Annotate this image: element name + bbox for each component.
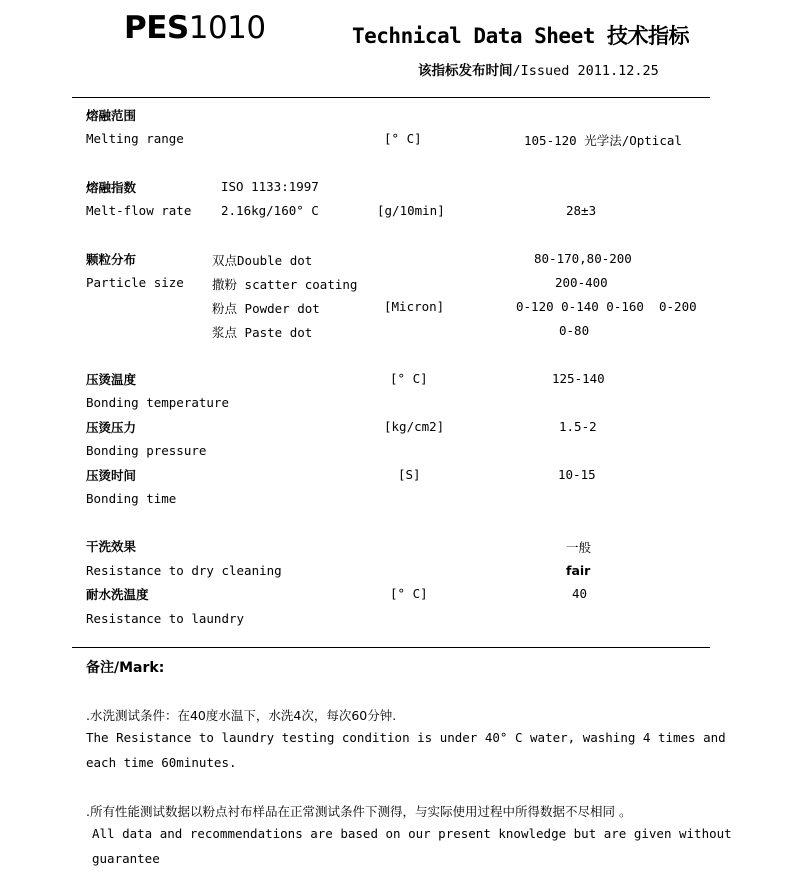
- particle-item-value: 200-400: [555, 275, 608, 290]
- remark-1-en-line2: each time 60minutes.: [86, 755, 237, 770]
- bond-pressure-value: 1.5-2: [559, 419, 597, 434]
- laundry-label-cn: 耐水洗温度: [86, 587, 149, 602]
- remarks-title: 备注/Mark:: [86, 660, 165, 676]
- bond-temp-unit: [° C]: [390, 371, 428, 386]
- bond-pressure-label-en: Bonding pressure: [86, 443, 207, 458]
- particle-item-cn: 粉点: [212, 301, 238, 316]
- melting-value: 105-120 光学法/Optical: [524, 133, 682, 148]
- bond-temp-value: 125-140: [552, 371, 605, 386]
- particle-label-cn: 颗粒分布: [86, 252, 137, 267]
- bond-time-label-cn: 压烫时间: [86, 468, 137, 483]
- particle-item-value: 0-80: [559, 323, 590, 338]
- laundry-label-en: Resistance to laundry: [86, 611, 245, 626]
- issued-en: /Issued 2011.12.25: [512, 63, 659, 79]
- melting-label-cn: 熔融范围: [86, 108, 137, 123]
- particle-unit: [Micron]: [384, 299, 445, 314]
- laundry-unit: [° C]: [390, 586, 428, 601]
- bottom-rule: [72, 647, 710, 648]
- meltflow-label-cn: 熔融指数: [86, 180, 137, 195]
- remark-1-cn: .水洗测试条件：在40度水温下，水洗4次，每次60分钟.: [86, 708, 397, 723]
- sheet-title: [352, 20, 689, 50]
- laundry-value: 40: [572, 586, 588, 601]
- particle-item-en: Powder dot: [244, 301, 320, 316]
- particle-item: [212, 251, 312, 269]
- meltflow-condition: 2.16kg/160° C: [221, 203, 319, 218]
- particle-item-value: 80-170,80-200: [534, 251, 632, 266]
- melting-unit: [° C]: [384, 131, 422, 146]
- particle-item-cn: 撒粉: [212, 277, 238, 292]
- meltflow-method: ISO 1133:1997: [221, 179, 319, 194]
- particle-item: [212, 299, 320, 317]
- product-name-bold: PES: [124, 10, 189, 46]
- remark-2-cn: .所有性能测试数据以粉点衬布样品在正常测试条件下测得，与实际使用过程中所得数据不尽相同 。: [86, 804, 632, 819]
- dry-clean-label-cn: 干洗效果: [86, 539, 137, 554]
- particle-item: [212, 275, 357, 293]
- sheet-title-en: Technical Data Sheet: [352, 24, 595, 48]
- melting-label-en: Melting range: [86, 131, 184, 146]
- meltflow-value: 28±3: [566, 203, 597, 218]
- particle-item-cn: 浆点: [212, 325, 238, 340]
- product-name: [124, 10, 266, 46]
- remark-2-en-line2: guarantee: [92, 851, 160, 866]
- sheet-title-cn: 技术指标: [607, 24, 690, 48]
- particle-item-cn: 双点: [212, 253, 238, 268]
- issued-cn: 该指标发布时间: [418, 63, 513, 79]
- dry-clean-value-cn: 一般: [566, 540, 592, 555]
- issued-date: [418, 59, 659, 79]
- particle-item: [212, 323, 312, 341]
- product-number: 1010: [188, 10, 266, 46]
- particle-item-en: Double dot: [237, 253, 313, 268]
- particle-item-value: 0-120 0-140 0-160 0-200: [516, 299, 697, 314]
- bond-time-value: 10-15: [558, 467, 596, 482]
- top-rule: [72, 97, 710, 98]
- remark-2-en-line1: All data and recommendations are based on our present knowledge but are given without: [92, 826, 732, 841]
- dry-clean-value-en: fair: [566, 563, 591, 578]
- meltflow-label-en: Melt-flow rate: [86, 203, 192, 218]
- bond-time-label-en: Bonding time: [86, 491, 177, 506]
- bond-temp-label-en: Bonding temperature: [86, 395, 229, 410]
- dry-clean-label-en: Resistance to dry cleaning: [86, 563, 282, 578]
- bond-pressure-unit: [kg/cm2]: [384, 419, 445, 434]
- bond-pressure-label-cn: 压烫压力: [86, 420, 137, 435]
- remark-1-en-line1: The Resistance to laundry testing condition is under 40° C water, washing 4 times and: [86, 730, 726, 745]
- bond-time-unit: [S]: [398, 467, 421, 482]
- particle-item-en: scatter coating: [244, 277, 358, 292]
- meltflow-unit: [g/10min]: [377, 203, 445, 218]
- particle-item-en: Paste dot: [244, 325, 313, 340]
- particle-label-en: Particle size: [86, 275, 184, 290]
- bond-temp-label-cn: 压烫温度: [86, 372, 137, 387]
